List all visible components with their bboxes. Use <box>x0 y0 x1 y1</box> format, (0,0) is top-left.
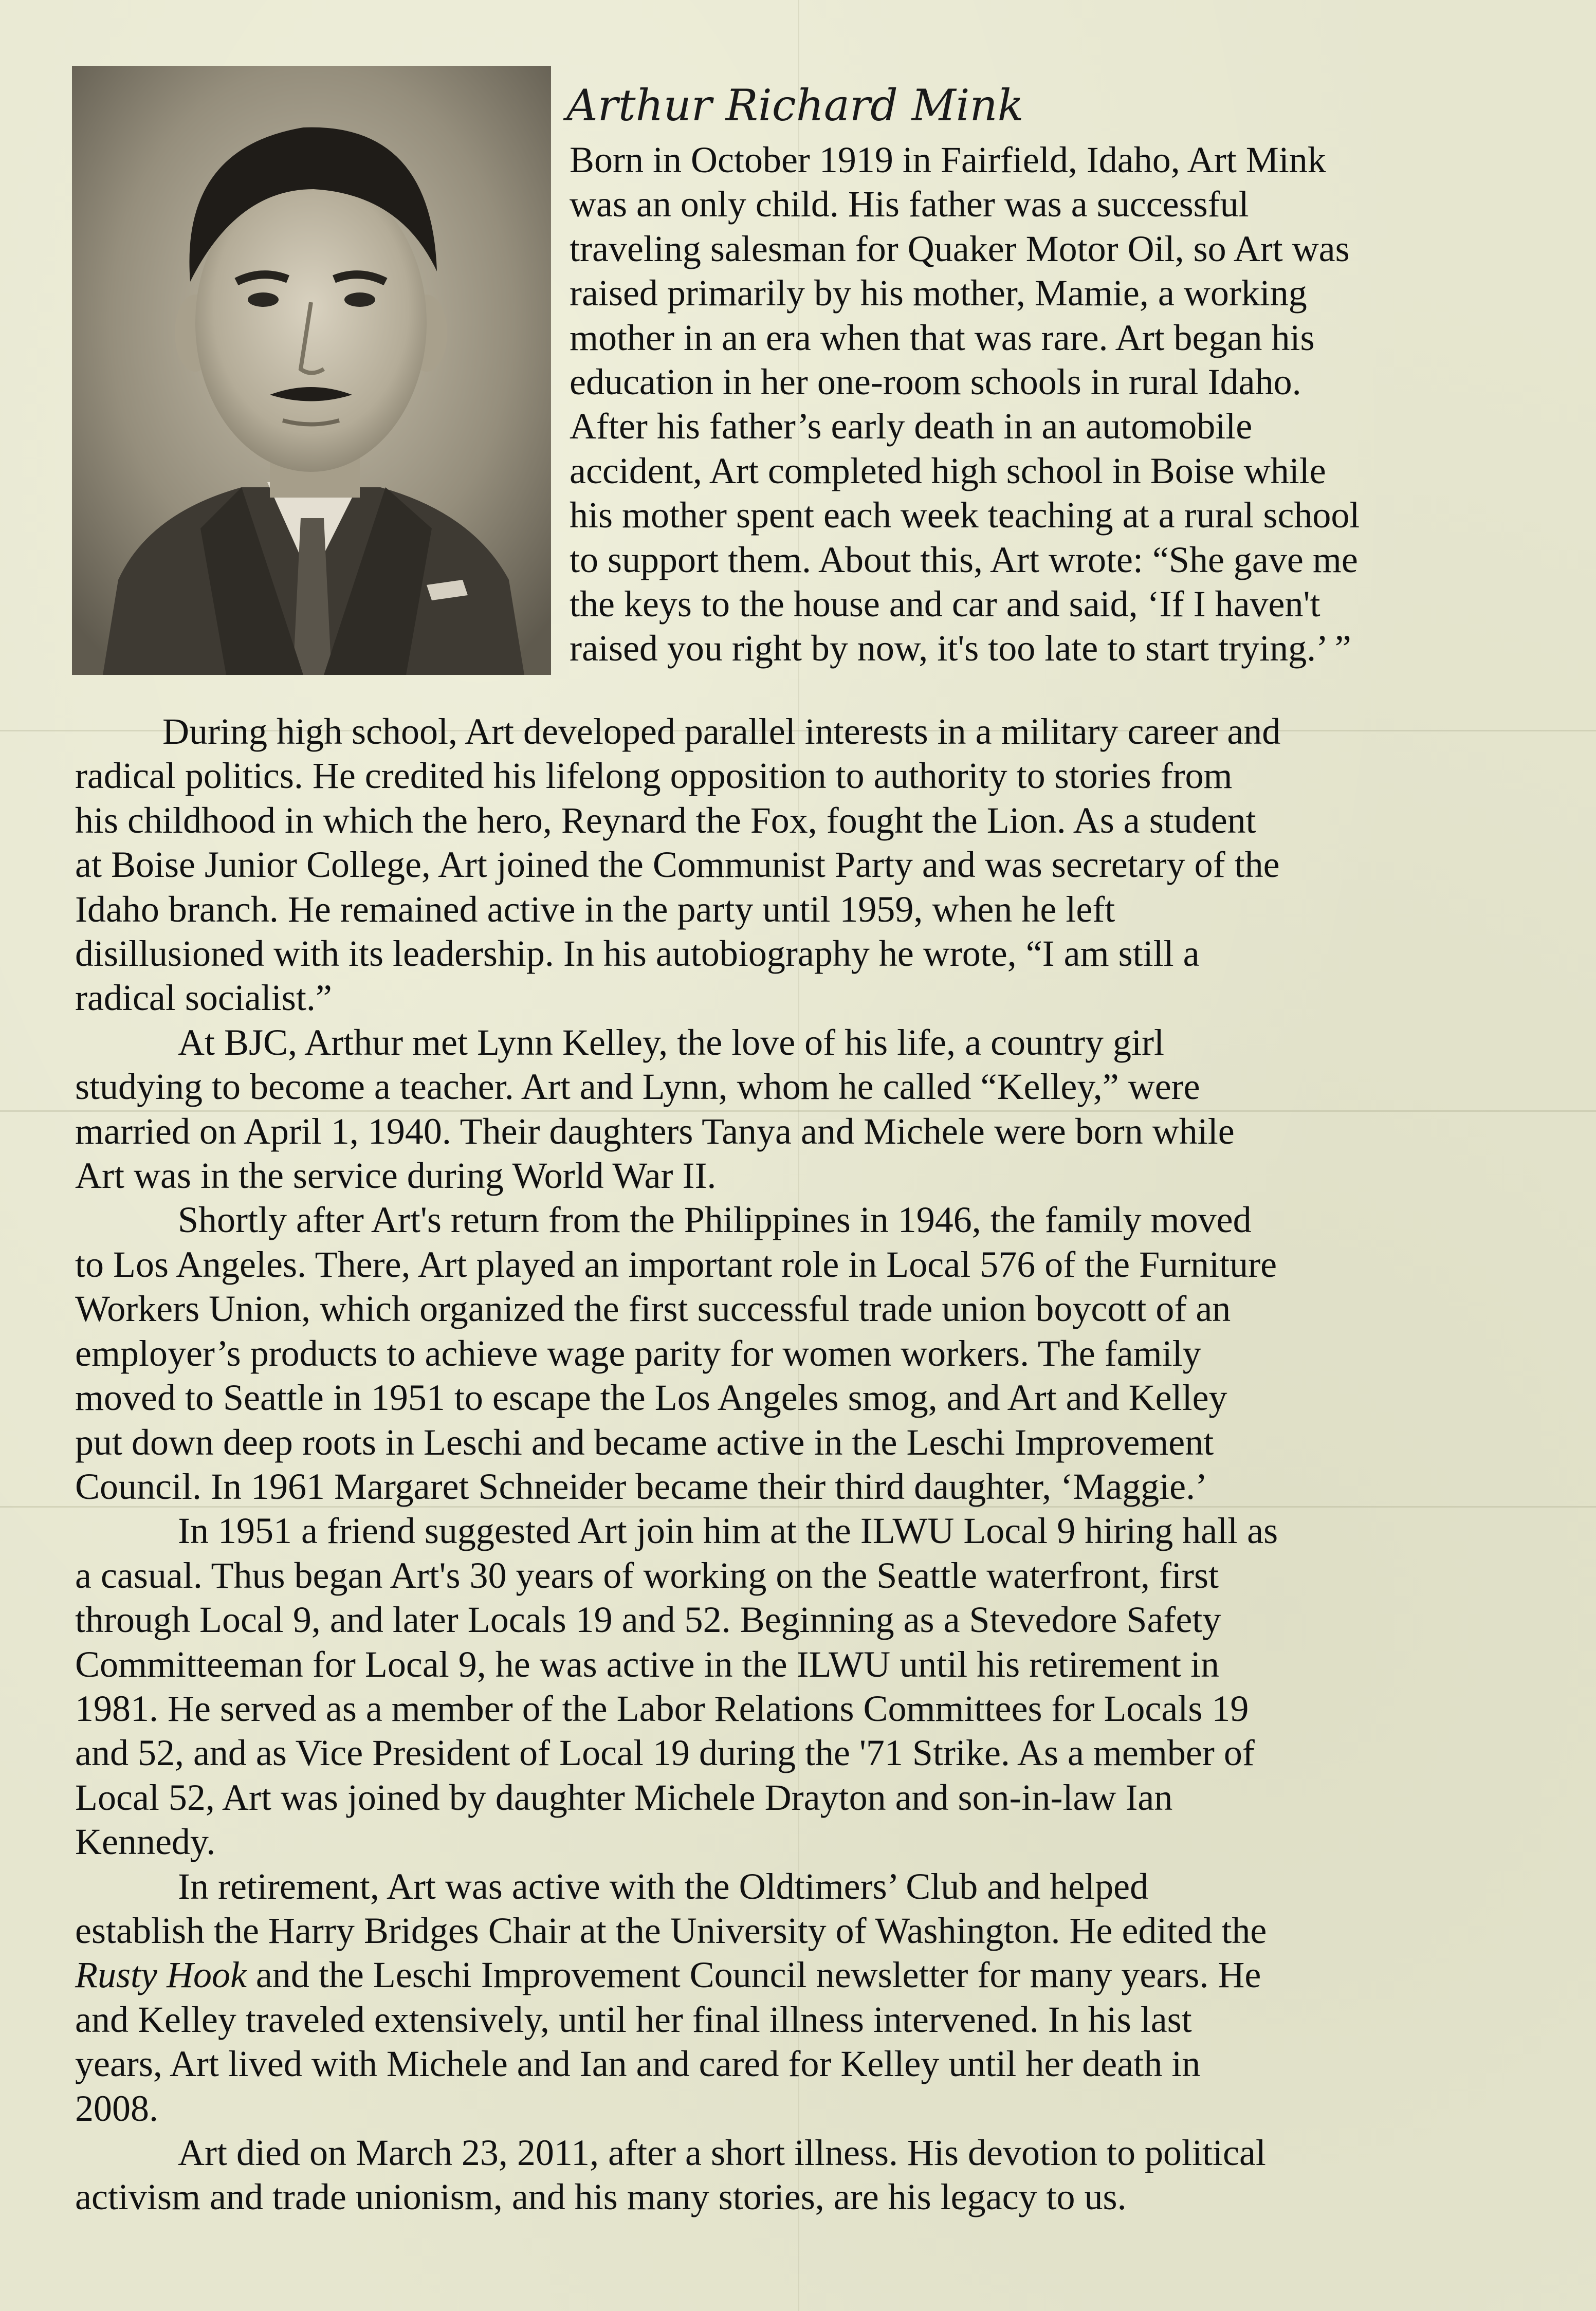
text-line: years, Art lived with Michele and Ian and cared for Kelley until her death in <box>75 2043 1201 2085</box>
text-line: Local 52, Art was joined by daughter Michele Drayton and son-in-law Ian <box>75 1776 1173 1818</box>
text-line: establish the Harry Bridges Chair at the University of Washington. He edited the <box>75 1910 1267 1951</box>
text-line: mother in an era when that was rare. Art began his <box>570 317 1315 358</box>
text-line: At BJC, Arthur met Lynn Kelley, the love of his life, a country girl <box>178 1021 1165 1063</box>
text-line: moved to Seattle in 1951 to escape the Los Angeles smog, and Art and Kelley <box>75 1377 1227 1419</box>
text-line: In 1951 a friend suggested Art join him at the ILWU Local 9 hiring hall as <box>178 1510 1278 1552</box>
text-line: accident, Art completed high school in Boise while <box>570 450 1326 491</box>
text-line: his mother spent each week teaching at a rural school <box>570 494 1360 536</box>
text-line: Idaho branch. He remained active in the party until 1959, when he left <box>75 888 1115 930</box>
text-line: activism and trade unionism, and his many stories, are his legacy to us. <box>75 2176 1127 2218</box>
text-line: raised primarily by his mother, Mamie, a working <box>570 272 1307 314</box>
text-line: married on April 1, 1940. Their daughters Tanya and Michele were born while <box>75 1110 1235 1152</box>
text-line: Council. In 1961 Margaret Schneider became their third daughter, ‘Maggie.’ <box>75 1465 1208 1507</box>
text-line: 1981. He served as a member of the Labor Relations Committees for Locals 19 <box>75 1688 1249 1729</box>
paragraph-marriage <box>75 1020 1576 1198</box>
intro-paragraph <box>570 138 1577 671</box>
text-line: Shortly after Art's return from the Philippines in 1946, the family moved <box>178 1199 1252 1241</box>
text-line: Art was in the service during World War II. <box>75 1155 717 1197</box>
paragraph-waterfront <box>75 1509 1576 1864</box>
paragraph-retirement <box>75 1864 1576 2131</box>
text-line: radical socialist.” <box>75 977 332 1019</box>
text-line: traveling salesman for Quaker Motor Oil, so Art was <box>570 228 1350 269</box>
text-line: Born in October 1919 in Fairfield, Idaho, Art Mink <box>570 139 1326 180</box>
text-line: put down deep roots in Leschi and became active in the Leschi Improvement <box>75 1421 1214 1463</box>
text-line: education in her one-room schools in rural Idaho. <box>570 361 1301 403</box>
text-line: After his father’s early death in an automobile <box>570 406 1253 447</box>
text-line <box>75 1953 1576 1997</box>
text-line: and Kelley traveled extensively, until her final illness intervened. In his last <box>75 1998 1192 2040</box>
text-line: radical politics. He credited his lifelong opposition to authority to stories from <box>75 755 1233 797</box>
text-line: at Boise Junior College, Art joined the Communist Party and was secretary of the <box>75 844 1280 886</box>
text-line: the keys to the house and car and said, ‘If I haven't <box>570 583 1320 625</box>
text-line: and 52, and as Vice President of Local 19 during the '71 Strike. As a member of <box>75 1732 1255 1774</box>
text-line: to support them. About this, Art wrote: “She gave me <box>570 539 1358 580</box>
portrait-photo <box>72 66 551 675</box>
text-line: During high school, Art developed parallel interests in a military career and <box>162 711 1281 752</box>
text-fragment: and the Leschi Improvement Council newsletter for many years. He <box>246 1954 1261 1996</box>
text-line: his childhood in which the hero, Reynard the Fox, fought the Lion. As a student <box>75 799 1256 841</box>
paragraph-high-school <box>75 709 1576 1020</box>
text-line: raised you right by now, it's too late to start trying.’ ” <box>570 628 1351 669</box>
text-line: Committeeman for Local 9, he was active in the ILWU until his retirement in <box>75 1643 1219 1685</box>
text-line: 2008. <box>75 2087 158 2129</box>
obituary-title: Arthur Richard Mink <box>566 80 1024 131</box>
paragraph-death <box>75 2131 1576 2220</box>
text-line: was an only child. His father was a successful <box>570 184 1249 225</box>
portrait-photo-icon <box>72 66 551 675</box>
text-line: Workers Union, which organized the first successful trade union boycott of an <box>75 1288 1231 1330</box>
text-line: through Local 9, and later Locals 19 and 52. Beginning as a Stevedore Safety <box>75 1599 1221 1641</box>
text-line: Kennedy. <box>75 1821 216 1863</box>
text-line: employer’s products to achieve wage parity for women workers. The family <box>75 1332 1201 1374</box>
text-line: Art died on March 23, 2011, after a short illness. His devotion to political <box>178 2132 1266 2173</box>
text-line: to Los Angeles. There, Art played an important role in Local 576 of the Furniture <box>75 1243 1277 1285</box>
text-line: a casual. Thus began Art's 30 years of working on the Seattle waterfront, first <box>75 1554 1219 1596</box>
text-line: disillusioned with its leadership. In his autobiography he wrote, “I am still a <box>75 933 1200 975</box>
publication-title: Rusty Hook <box>75 1954 247 1996</box>
obituary-body <box>75 709 1576 2220</box>
text-line: In retirement, Art was active with the Oldtimers’ Club and helped <box>178 1865 1149 1907</box>
text-line: studying to become a teacher. Art and Lynn, whom he called “Kelley,” were <box>75 1066 1200 1108</box>
paragraph-los-angeles <box>75 1198 1576 1509</box>
